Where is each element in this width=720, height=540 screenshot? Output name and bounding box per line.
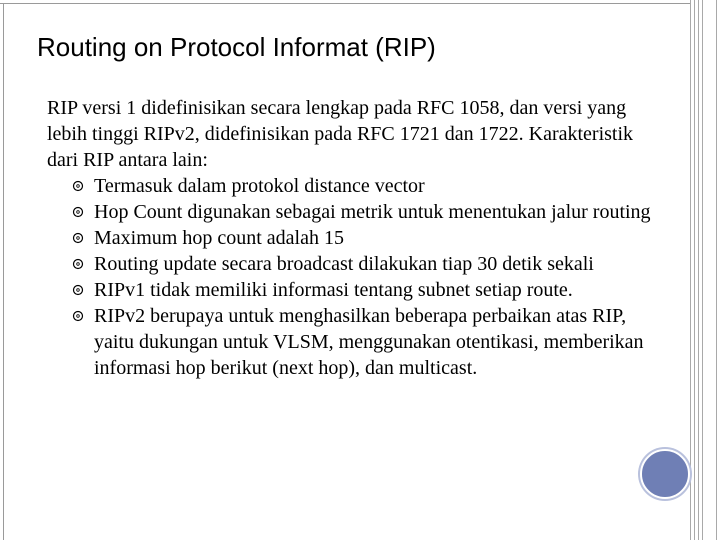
frame-left-line (3, 3, 4, 540)
border-line (702, 0, 703, 540)
list-item (47, 225, 667, 251)
list-item (47, 277, 667, 303)
hollow-circle-bullet-icon (72, 284, 84, 296)
bullet-list (47, 173, 667, 381)
list-item (47, 199, 667, 225)
bullet-text: Termasuk dalam protokol distance vector (94, 175, 425, 197)
slide-title: Routing on Protocol Informat (RIP) (37, 32, 436, 62)
border-line (690, 0, 691, 540)
hollow-circle-bullet-icon (72, 180, 84, 192)
border-line (694, 0, 695, 540)
frame-top-line (0, 3, 690, 4)
bullet-text: Hop Count digunakan sebagai metrik untuk menentukan jalur routing (94, 201, 651, 223)
hollow-circle-bullet-icon (72, 232, 84, 244)
hollow-circle-bullet-icon (72, 258, 84, 270)
bullet-text: RIPv1 tidak memiliki informasi tentang subnet setiap route. (94, 279, 573, 301)
list-item (47, 251, 667, 277)
right-border-band (690, 0, 720, 540)
border-line (716, 0, 717, 540)
border-line (698, 0, 699, 540)
bullet-text: Maximum hop count adalah 15 (94, 227, 344, 249)
bullet-text: Routing update secara broadcast dilakukan tiap 30 detik sekali (94, 253, 594, 275)
slide-body (47, 95, 667, 381)
hollow-circle-bullet-icon (72, 206, 84, 218)
list-item (47, 173, 667, 199)
decorative-circle (640, 449, 690, 499)
hollow-circle-bullet-icon (72, 310, 84, 322)
intro-paragraph: RIP versi 1 didefinisikan secara lengkap pada RFC 1058, dan versi yang lebih tinggi RIPv2, didefinisikan pada RFC 1721 dan 1722. Karakteristik dari RIP antara lain: (47, 97, 634, 171)
list-item (47, 303, 667, 381)
bullet-text: RIPv2 berupaya untuk menghasilkan beberapa perbaikan atas RIP, yaitu dukungan untuk VLSM, menggunakan otentikasi, memberikan informasi hop berikut (next hop), dan multicast. (94, 305, 644, 379)
